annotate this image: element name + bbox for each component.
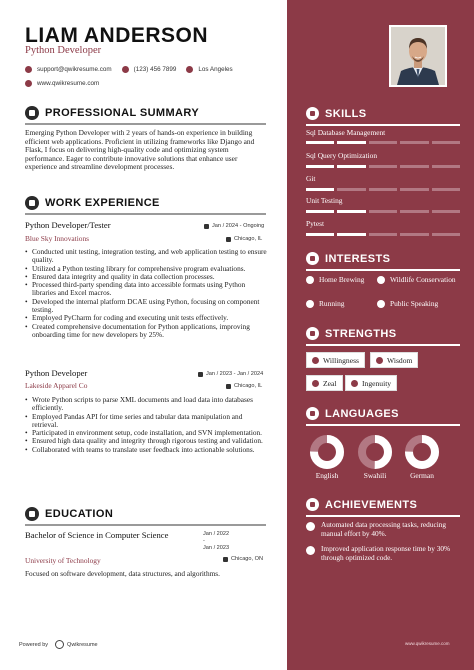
experience-heading — [25, 196, 160, 210]
achievements-heading — [306, 498, 417, 511]
website-row — [25, 80, 109, 87]
skill-bar-segment — [400, 141, 428, 144]
skill-bar — [306, 141, 460, 144]
award-icon — [306, 522, 315, 531]
education-dates — [203, 531, 229, 552]
skill-name: Git — [306, 174, 316, 183]
list-item: • Utilized a Python testing library for comprehensive program evaluations. — [25, 265, 269, 273]
language-ring-chart — [309, 434, 345, 470]
footer — [19, 640, 98, 649]
skill-bar-segment — [400, 188, 428, 191]
interests-heading — [306, 252, 390, 265]
skill-bar — [306, 233, 460, 236]
strength-label: Willingness — [323, 355, 359, 365]
strength-tag — [370, 352, 418, 368]
list-item: • Collaborated with teams to translate user feedback into actionable solutions. — [25, 446, 269, 454]
skill-bar-segment — [400, 233, 428, 236]
interest-label: Home Brewing — [319, 275, 365, 284]
interest-item — [306, 276, 364, 285]
interest-item — [306, 300, 344, 309]
calendar-icon — [204, 224, 209, 229]
heart-icon — [306, 252, 319, 265]
strength-icon — [306, 327, 319, 340]
education-date-end: Jan / 2023 — [203, 545, 230, 551]
language-name: German — [410, 471, 434, 480]
strength-tag — [306, 375, 343, 391]
skills-title: SKILLS — [325, 107, 367, 120]
skill-bar-segment — [400, 210, 428, 213]
candidate-title: Python Developer — [25, 45, 102, 56]
summary-text: Emerging Python Developer with 2 years of hands-on experience in building efficient web applications. Proficient in utilizing frameworks like Django and Flask, I focus on delivering high-quality code and optimizing system performance. Eager to contribute innovative solutions that enhance user experience and streamline development processes. — [25, 128, 255, 172]
trophy-icon — [306, 498, 319, 511]
skill-bar-segment — [337, 210, 365, 213]
job-dates-text: Jan / 2023 - Jan / 2024 — [206, 371, 264, 377]
skill-bar — [306, 188, 460, 191]
contact-location: Los Angeles — [198, 66, 233, 73]
skill-name: Sql Query Optimization — [306, 151, 378, 160]
divider — [306, 344, 460, 346]
job-bullets — [25, 396, 269, 454]
list-item: • Conducted unit testing, integration testing, and web application testing to ensure quality. — [25, 248, 269, 265]
list-item: • Employed Pandas API for time series and tabular data manipulation and retrieval. — [25, 413, 269, 430]
language-ring-chart — [357, 434, 393, 470]
list-item: • Ensured high data quality and integrity through rigorous testing and validation. — [25, 437, 269, 445]
strengths-title: STRENGTHS — [325, 327, 397, 340]
summary-heading — [25, 106, 199, 120]
skill-bar-segment — [306, 141, 334, 144]
achievements-title: ACHIEVEMENTS — [325, 498, 418, 511]
footer-brand[interactable]: Qwikresume — [67, 641, 98, 648]
skill-bar-segment — [432, 188, 460, 191]
education-description: Focused on software development, data structures, and algorithms. — [25, 569, 220, 578]
skill-bar-segment — [337, 188, 365, 191]
footer-site[interactable]: www.qwikresume.com — [405, 641, 450, 646]
list-item: • Processed third-party spending data into accessible formats using Python libraries and Excel macros. — [25, 281, 269, 298]
interest-label: Running — [319, 299, 345, 308]
strength-label: Ingenuity — [362, 378, 392, 388]
skill-bar-segment — [306, 233, 334, 236]
contact-email[interactable]: support@qwikresume.com — [37, 66, 112, 73]
lightbulb-icon — [376, 357, 383, 364]
location-pin-icon — [226, 237, 231, 242]
qwikresume-logo-icon — [55, 640, 64, 649]
skill-bar-segment — [369, 233, 397, 236]
thumbs-up-icon — [312, 357, 319, 364]
interest-item — [377, 276, 457, 285]
achievement-text: Improved application response time by 30% through optimized code. — [321, 544, 451, 562]
divider — [25, 524, 266, 526]
running-icon — [306, 300, 314, 308]
achievement-text: Automated data processing tasks, reducing manual effort by 40%. — [321, 520, 447, 538]
divider — [25, 213, 266, 215]
skill-bar-segment — [369, 141, 397, 144]
profile-photo — [389, 25, 447, 87]
location-pin-icon — [226, 384, 231, 389]
divider — [306, 124, 460, 126]
divider — [306, 269, 460, 271]
skill-bar-segment — [306, 210, 334, 213]
job-bullets — [25, 248, 269, 339]
language-ring — [404, 434, 440, 475]
skill-name: Sql Database Management — [306, 128, 386, 137]
skill-bar-segment — [337, 165, 365, 168]
contact-phone: (123) 456 7899 — [133, 66, 177, 73]
education-location — [223, 556, 263, 562]
job-dates-text: Jan / 2024 - Ongoing — [212, 223, 265, 229]
education-heading — [25, 507, 113, 521]
phone-icon — [122, 66, 129, 73]
list-item: • Participated in environment setup, code installation, and SVN implementation. — [25, 429, 269, 437]
job-company: Lakeside Apparel Co — [25, 381, 88, 390]
globe-icon — [25, 80, 32, 87]
education-degree: Bachelor of Science in Computer Science — [25, 530, 169, 540]
email-icon — [25, 66, 32, 73]
strength-label: Wisdom — [387, 355, 413, 365]
skill-name: Pytest — [306, 219, 325, 228]
divider — [306, 515, 460, 517]
languages-title: LANGUAGES — [325, 407, 399, 420]
calendar-icon — [198, 372, 203, 377]
achievement-item — [306, 545, 466, 562]
strength-tag — [345, 375, 397, 391]
job-company: Blue Sky Innovations — [25, 234, 90, 243]
sparkle-icon — [351, 380, 358, 387]
skill-bar-segment — [432, 141, 460, 144]
skills-heading — [306, 107, 367, 120]
job-location-text: Chicago, IL — [234, 383, 263, 389]
job-location — [226, 236, 262, 242]
strength-label: Zeal — [323, 378, 337, 388]
language-name: Swahili — [363, 471, 387, 480]
microphone-icon — [377, 300, 385, 308]
interest-item — [377, 300, 438, 309]
person-icon — [25, 106, 39, 120]
language-ring — [309, 434, 345, 475]
contact-row — [25, 66, 243, 73]
skill-bar-segment — [432, 165, 460, 168]
languages-heading — [306, 407, 399, 420]
education-date-sep: - — [203, 538, 205, 544]
paw-icon — [377, 276, 385, 284]
beer-icon — [306, 276, 314, 284]
list-item: • Ensured data integrity and quality in data collection processes. — [25, 273, 269, 281]
briefcase-icon — [25, 196, 39, 210]
interest-label: Wildlife Conservation — [390, 275, 456, 284]
job-location — [226, 383, 262, 389]
portrait-image — [391, 27, 445, 85]
skill-bar-segment — [337, 141, 365, 144]
language-name: English — [315, 471, 339, 480]
education-title: EDUCATION — [45, 508, 114, 520]
skill-bar-segment — [432, 210, 460, 213]
education-location-text: Chicago, ON — [231, 556, 264, 562]
job-dates — [198, 371, 263, 377]
skill-bar-segment — [369, 165, 397, 168]
education-school: University of Technology — [25, 556, 101, 565]
interest-label: Public Speaking — [390, 299, 439, 308]
job-dates — [204, 223, 264, 229]
skill-bar — [306, 210, 460, 213]
skill-bar-segment — [432, 233, 460, 236]
list-item: • Developed the internal platform DCAE using Python, focusing on component testing. — [25, 298, 269, 315]
award-icon — [306, 546, 315, 555]
achievement-item — [306, 521, 466, 538]
interests-title: INTERESTS — [325, 252, 391, 265]
candidate-name: LIAM ANDERSON — [25, 24, 209, 47]
location-pin-icon — [223, 557, 228, 562]
job-title: Python Developer/Tester — [25, 220, 111, 230]
skill-bar-segment — [306, 188, 334, 191]
skill-name: Unit Testing — [306, 196, 343, 205]
contact-website[interactable]: www.qwikresume.com — [37, 80, 100, 87]
skill-bar-segment — [306, 165, 334, 168]
footer-powered-by: Powered by — [19, 641, 49, 648]
list-item: • Employed PyCharm for coding and executing unit tests effectively. — [25, 314, 269, 322]
list-item: • Wrote Python scripts to parse XML documents and load data into databases efficiently. — [25, 396, 269, 413]
skill-bar-segment — [369, 210, 397, 213]
job-location-text: Chicago, IL — [234, 236, 263, 242]
bolt-icon — [312, 380, 319, 387]
skill-bar-segment — [369, 188, 397, 191]
job-title: Python Developer — [25, 368, 88, 378]
experience-title: WORK EXPERIENCE — [45, 197, 160, 209]
skill-bar-segment — [337, 233, 365, 236]
divider — [306, 424, 460, 426]
strengths-heading — [306, 327, 396, 340]
skill-bar-segment — [400, 165, 428, 168]
strength-tag — [306, 352, 365, 368]
lightbulb-icon — [306, 107, 319, 120]
language-icon — [306, 407, 319, 420]
divider — [25, 123, 266, 125]
language-ring-chart — [404, 434, 440, 470]
graduation-cap-icon — [25, 507, 39, 521]
summary-title: PROFESSIONAL SUMMARY — [45, 107, 200, 119]
language-ring — [357, 434, 393, 475]
skill-bar — [306, 165, 460, 168]
education-date-start: Jan / 2022 — [203, 531, 230, 537]
list-item: • Created comprehensive documentation for Python applications, improving onboarding time for new developers by 25%. — [25, 323, 269, 340]
location-icon — [186, 66, 193, 73]
